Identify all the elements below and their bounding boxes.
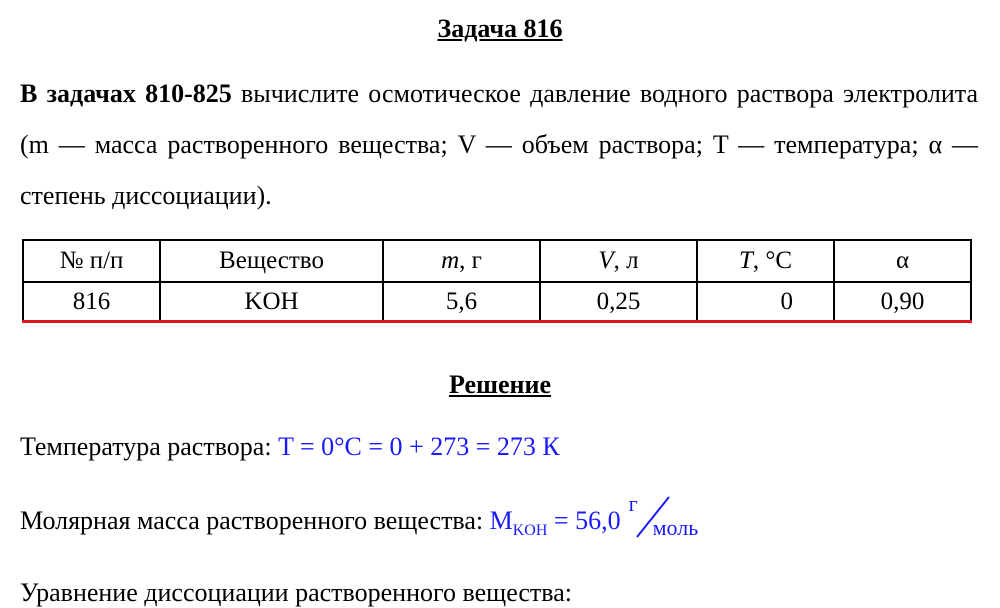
intro-paragraph [20, 68, 978, 221]
task-title: Задача 816 [437, 14, 563, 43]
data-table [22, 239, 972, 323]
intro-bold: В задачах 810-825 [20, 79, 232, 108]
table-row [23, 282, 971, 322]
header-substance: Вещество [160, 240, 383, 282]
molar-mass-line [20, 491, 709, 543]
cell-alpha: 0,90 [834, 282, 971, 322]
cell-substance: KOH [160, 282, 383, 322]
molar-mass-label: Молярная масса растворенного вещества: [20, 506, 484, 535]
temperature-label: Температура раствора: [20, 432, 272, 461]
molar-mass-formula: $M_{KOH} = 56,0$ г моль [490, 506, 709, 535]
temperature-line [20, 432, 560, 462]
cell-number: 816 [23, 282, 160, 322]
header-number: № п/п [23, 240, 160, 282]
temperature-formula: T = 0°C = 0 + 273 = 273 К [278, 432, 560, 461]
cell-temperature: 0 [697, 282, 834, 322]
header-mass: m, г [383, 240, 540, 282]
solution-title: Решение [448, 370, 552, 399]
cell-mass: 5,6 [383, 282, 540, 322]
header-alpha: α [834, 240, 971, 282]
cell-volume: 0,25 [540, 282, 697, 322]
header-temperature: T, °C [697, 240, 834, 282]
table-header-row [23, 240, 971, 282]
dissociation-line: Уравнение диссоциации растворенного вещества: [20, 578, 572, 607]
intro-text: вычислите осмотическое давление водного раствора электролита (m — масса растворенного вещества; V — объем раствора; T — температура; α — степень диссоциации). [20, 79, 978, 210]
unit-fraction: г моль [628, 491, 699, 540]
header-volume: V, л [540, 240, 697, 282]
